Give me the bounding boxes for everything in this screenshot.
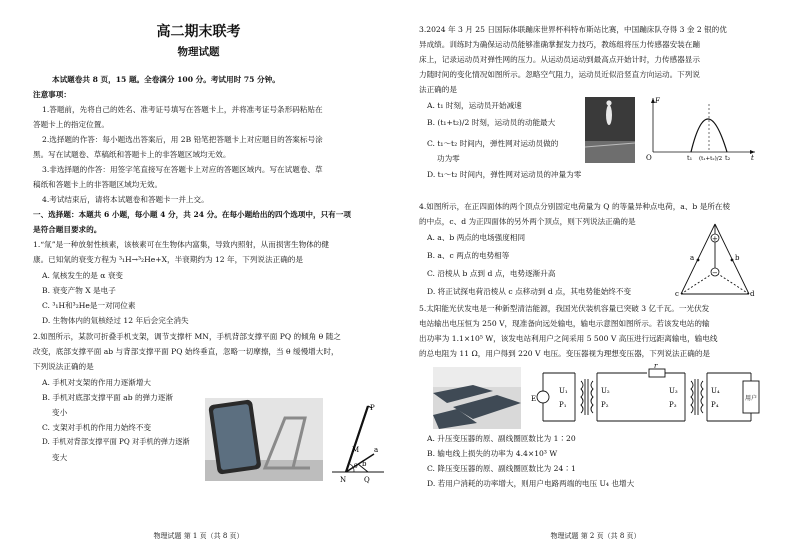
stand-force-diagram [328, 398, 388, 486]
note-line: 4.考试结束后，请将本试题卷和答题卡一并上交。 [42, 195, 209, 204]
graph-label-tmid: (t₁+t₂)/2 [699, 156, 723, 162]
q3-stem: 力随时间的变化情况如图所示。忽略空气阻力，运动员近似沿竖直方向运动。下列说 [419, 70, 700, 79]
fig-label-a: a [690, 254, 695, 262]
q1-stem: 康。已知氚的衰变方程为 ³₁H→³₂He+X，半衰期约为 12 年，下列说法正确的是 [33, 255, 303, 264]
q5-stem: 5.太阳能光伏发电是一种新型清洁能源，我国光伏装机容量已突破 3 亿千瓦。一光伏发 [419, 304, 710, 313]
fig-label-m: M [352, 446, 360, 454]
circuit-label-p1: P₁ [559, 401, 567, 409]
graph-label-f: F [655, 97, 660, 105]
q5-option-a: A. 升压变压器的原、副线圈匝数比为 1∶20 [427, 434, 576, 443]
q3-stem: 3.2024 年 3 月 25 日国际体联蹦床世界杯科特布斯站比赛，中国蹦床队夺得 3 金 2 银的优 [419, 25, 727, 34]
q1-option-c: C. ³₁H和³₂He是一对同位素 [42, 301, 136, 310]
fig-label-n: N [340, 476, 347, 484]
q5-option-b: B. 输电线上损失的功率为 4.4×10³ W [427, 449, 558, 458]
note-line: 3.非选择题的作答：用签字笔直接写在答题卡上对应的答题区域内。写在试题卷、草 [42, 165, 323, 174]
note-line: 答题卡上的指定位置。 [33, 120, 109, 129]
q3-option-b: B. (t₁+t₂)/2 时刻，运动员的动能最大 [427, 118, 556, 127]
q2-stem: 2.如图所示，某款可折叠手机支架，调节支撑杆 MN，手机背部支撑平面 PQ 的倾角 θ 随之 [33, 332, 341, 341]
q2-option-c: C. 支架对手机的作用力始终不变 [42, 423, 152, 432]
q3-option-c-cont: 功为零 [437, 154, 460, 163]
q4-stem: 4.如图所示，在正四面体的两个顶点分别固定电荷量为 Q 的等量异种点电荷，a、b 是所在棱 [419, 202, 731, 211]
q4-option-d: D. 将正试探电荷沿棱从 c 点移动到 d 点，其电势能始终不变 [427, 287, 632, 296]
q5-option-c: C. 降压变压器的原、副线圈匝数比为 24∶1 [427, 464, 576, 473]
circuit-label-u4: U₄ [711, 387, 720, 395]
circuit-label-r: r [654, 363, 658, 370]
note-line: 黑。写在试题卷、草稿纸和答题卡上的非答题区域均无效。 [33, 150, 231, 159]
section-heading: 是符合题目要求的。 [33, 225, 102, 234]
page-footer: 物理试题 第 2 页（共 8 页） [550, 531, 641, 540]
circuit-label-p3: P₃ [669, 401, 677, 409]
q2-option-a: A. 手机对支架的作用力逐渐增大 [42, 378, 152, 387]
exam-intro: 本试题卷共 8 页，15 题。全卷满分 100 分。考试用时 75 分钟。 [52, 75, 280, 84]
section-heading: 一、选择题：本题共 6 小题，每小题 4 分，共 24 分。在每小题给出的四个选项中，只有一项 [33, 210, 351, 219]
graph-label-t: t [751, 154, 754, 162]
q4-option-b: B. a、c 两点的电势相等 [427, 251, 510, 260]
fig-label-theta: θ [354, 463, 358, 470]
note-line: 2.选择题的作答：每小题选出答案后，用 2B 铅笔把答题卡上对应题目的答案标号涂 [42, 135, 323, 144]
transmission-circuit [529, 363, 777, 433]
trampoline-photo [585, 97, 635, 163]
q4-option-c: C. 沿棱从 b 点到 d 点，电势逐渐升高 [427, 269, 556, 278]
fig-label-p: P [370, 404, 375, 412]
q5-option-d: D. 若用户消耗的功率增大，则用户电路两端的电压 U₄ 也增大 [427, 479, 635, 488]
q1-option-d: D. 生物体内的氚核经过 12 年后会完全消失 [42, 316, 189, 325]
fig-label-a: a [374, 446, 379, 454]
solar-panels-photo [433, 367, 521, 429]
fig-label-plus: + [712, 235, 718, 243]
q3-stem: 异成绩。训练时为确保运动员能够准确掌握发力技巧，教练组将压力传感器安装在蹦 [419, 40, 700, 49]
q3-stem: 法正确的是 [419, 85, 457, 94]
fig-label-d: d [750, 290, 755, 298]
page-footer: 物理试题 第 1 页（共 8 页） [153, 531, 244, 540]
fig-label-c: c [675, 290, 679, 298]
graph-label-o: O [646, 154, 652, 162]
q4-stem: 的中点，c、d 为正四面体的另外两个顶点，则下列说法正确的是 [419, 217, 636, 226]
q3-option-a: A. t₁ 时刻，运动员开始减速 [427, 101, 522, 110]
q1-option-a: A. 氚核发生的是 α 衰变 [42, 271, 124, 280]
q1-option-b: B. 衰变产物 X 是电子 [42, 286, 116, 295]
q4-option-a: A. a、b 两点的电场强度相同 [427, 233, 526, 242]
circuit-label-p4: P₄ [711, 401, 719, 409]
q3-option-c: C. t₁～t₂ 时间内，弹性网对运动员做的 [427, 139, 559, 148]
q2-option-b: B. 手机对底部支撑平面 ab 的弹力逐渐 [42, 393, 173, 402]
circuit-label-u2: U₂ [601, 387, 610, 395]
circuit-label-p2: P₂ [601, 401, 609, 409]
q2-stem: 下列说法正确的是 [33, 362, 94, 371]
graph-label-t2: t₂ [725, 154, 731, 162]
fig-label-b: b [362, 460, 367, 468]
circuit-label-user: 用户 [745, 395, 758, 402]
fig-label-b: b [735, 254, 740, 262]
phone-stand-photo [205, 398, 323, 481]
q2-option-d: D. 手机对背部支撑平面 PQ 对手机的弹力逐渐 [42, 437, 190, 446]
note-line: 1.答题前，先将自己的姓名、准考证号填写在答题卡上，并将准考证号条形码粘贴在 [42, 105, 323, 114]
graph-label-t1: t₁ [687, 154, 693, 162]
q5-stem: 出功率为 1.1×10⁵ W，该发电站利用户之间采用 5 500 V 高压进行远距离输电，输电线 [419, 334, 718, 343]
q3-option-d: D. t₁～t₂ 时间内，弹性网对运动员的冲量为零 [427, 170, 582, 179]
circuit-label-e: E [531, 395, 537, 403]
circuit-label-u3: U₃ [669, 387, 678, 395]
note-line: 稿纸和答题卡上的非答题区域均无效。 [33, 180, 163, 189]
q1-stem: 1.“氚”是一种放射性核素，该核素可在生物体内富集，导致内照射，从而损害生物体的健 [33, 240, 329, 249]
exam-title: 高二期末联考 [156, 24, 241, 40]
q2-option-b-cont: 变小 [52, 408, 68, 417]
page-2 [397, 0, 794, 551]
q3-stem: 床上，记录运动员对弹性网的压力。从运动员运动到最高点开始计时，力传感器显示 [419, 55, 700, 64]
q2-stem: 改变，底部支撑平面 ab 与背部支撑平面 PQ 始终垂直，忽略一切摩擦，当 θ 缓慢增大时， [33, 347, 339, 356]
q2-option-d-cont: 变大 [52, 453, 68, 462]
fig-label-minus: − [712, 269, 718, 277]
subject-title: 物理试题 [177, 46, 220, 58]
q5-stem: 的总电阻为 11 Ω，用户得到 220 V 电压。变压器视为理想变压器，下列说法正确的是 [419, 349, 711, 358]
tetrahedron-diagram [675, 218, 755, 302]
fig-label-q: Q [364, 476, 370, 484]
circuit-label-u1: U₁ [559, 387, 568, 395]
force-time-graph [643, 94, 761, 166]
notes-heading: 注意事项： [33, 90, 71, 99]
q5-stem: 电站输出电压恒为 250 V，现准备向远处输电，输电示意图如图所示。若该发电站的输 [419, 319, 710, 328]
